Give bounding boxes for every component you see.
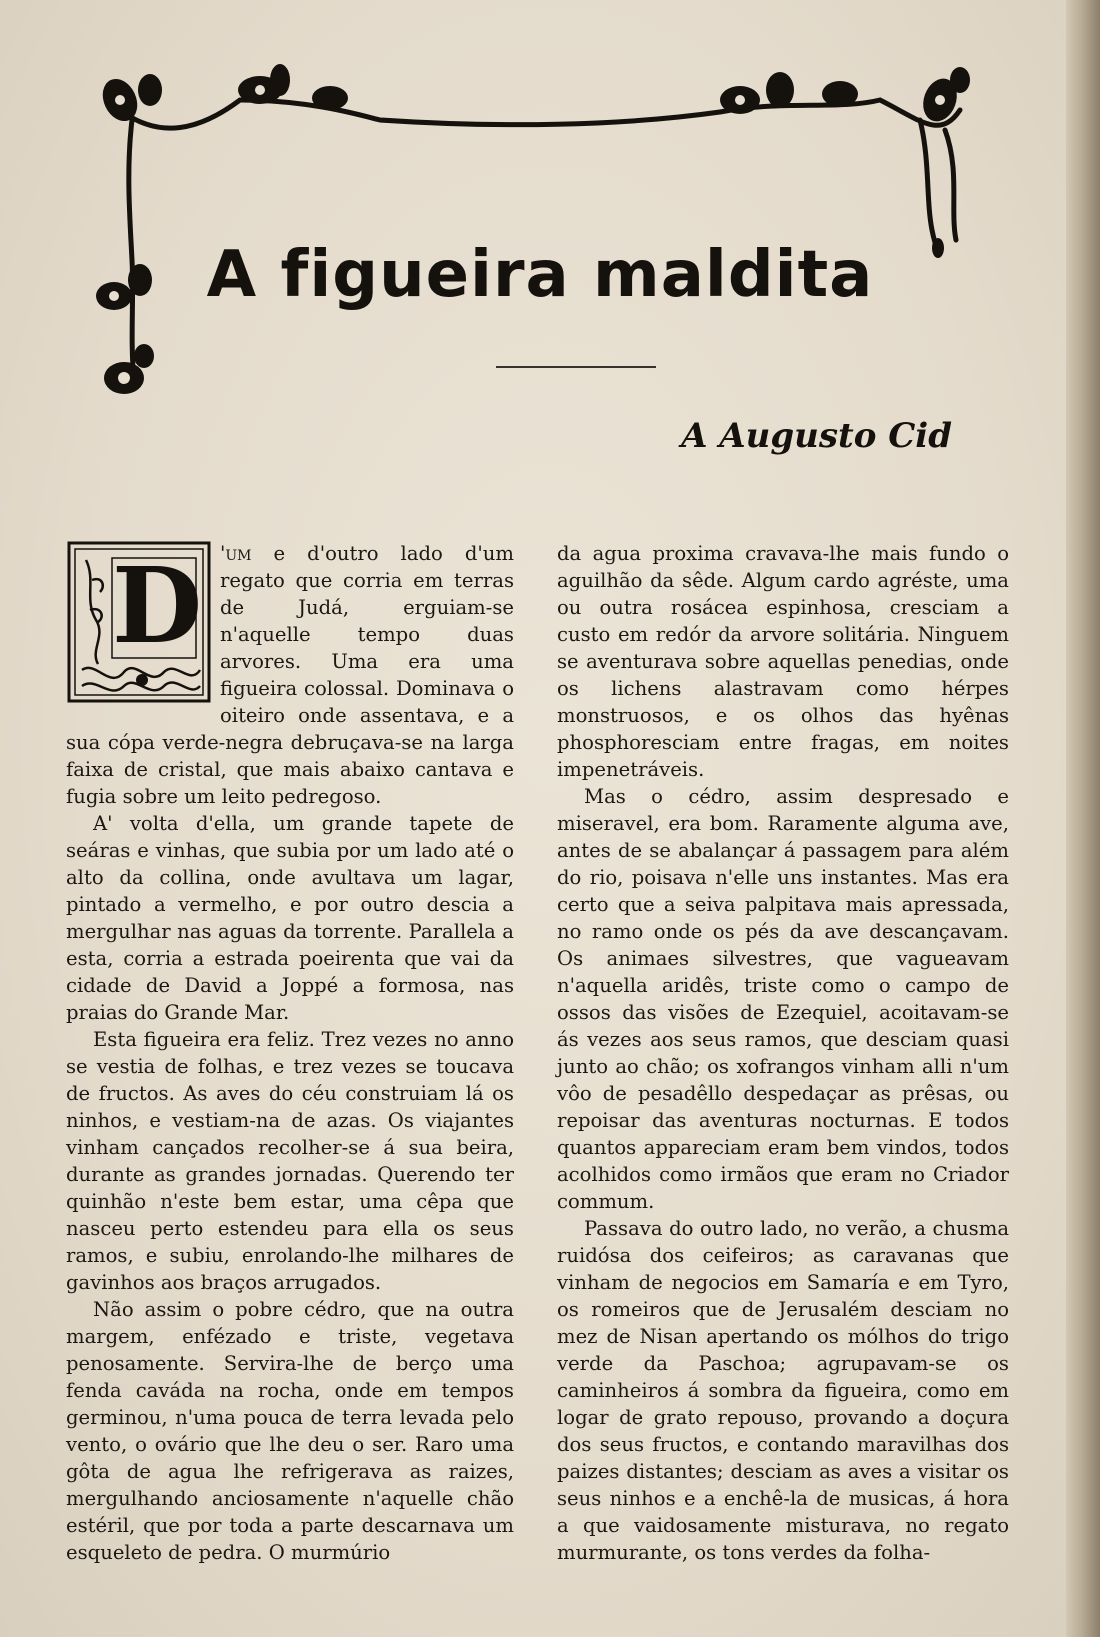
paragraph-4: Não assim o pobre cédro, que na outra margem, enfézado e triste, vegetava penosamente. Servira-lhe de berço uma fenda caváda na rocha, onde em tempos germinou, n'uma pouca de terra levada pelo vento, o ovário que lhe deu o ser. Raro uma gôta de agua lhe refrigerava as raizes, mergulhando anciosamente n'aquelle chão estéril, que por toda a parte descarnava um esqueleto de pedra. O murmúrio: [66, 1298, 514, 1564]
title-divider: [496, 366, 656, 368]
text-column-left: [66, 540, 514, 1566]
text-column-right: [557, 540, 1009, 1566]
dropcap: [66, 540, 212, 704]
article-dedication: A Augusto Cid: [681, 416, 952, 456]
dropcap-letter: D: [112, 544, 203, 667]
paragraph-1-text: e d'outro lado d'um regato que corria em terras de Judá, erguiam-se n'aquelle tempo duas arvores. Uma era uma figueira colossal. Dominava o oiteiro onde assentava, e a sua cópa verde-negra debruçava-se na larga faixa de cristal, que mais abaixo cantava e fugia sobre um leito pedregoso.: [66, 542, 514, 808]
paragraph-3: Esta figueira era feliz. Trez vezes no anno se vestia de folhas, e trez vezes se toucava de fructos. As aves do céu construiam lá os ninhos, e vestiam-na de azas. Os viajantes vinham cançados recolher-se á sua beira, durante as grandes jornadas. Querendo ter quinhão n'este bem estar, uma cêpa que nasceu perto estendeu para ella os seus ramos, e subiu, enrolando-lhe milhares de gavinhos aos braços arrugados.: [66, 1028, 514, 1294]
paragraph-7: Passava do outro lado, no verão, a chusma ruidósa dos ceifeiros; as caravanas que vinham de negocios em Samaría e em Tyro, os romeiros que de Jerusalém desciam no mez de Nisan apertando os mólhos do trigo verde da Paschoa; agrupavam-se os caminheiros á sombra da figueira, como em logar de grato repouso, provando a doçura dos seus fructos, e contando maravilhas dos paizes distantes; desciam as aves a visitar os seus ninhos e a enchê-la de musicas, á hora a que vaidosamente misturava, no regato murmurante, os tons verdes da folha-: [557, 1217, 1009, 1564]
article-title: A figueira maldita: [206, 238, 874, 312]
opening-word: 'um: [220, 542, 252, 565]
paragraph-5: da agua proxima cravava-lhe mais fundo o aguilhão da sêde. Algum cardo agréste, uma ou outra rosácea espinhosa, cresciam a custo em redór da arvore solitária. Ninguem se aventurava sobre aquellas penedias, onde os lichens alastravam como hérpes monstruosos, e os olhos das hyênas phosphoresciam entre fragas, em noites impenetráveis.: [557, 542, 1009, 781]
paragraph-6: Mas o cédro, assim despresado e miseravel, era bom. Raramente alguma ave, antes de se abalançar á passagem para além do rio, poisava n'elle uns instantes. Mas era certo que a seiva palpitava mais apressada, no ramo onde os pés da ave descançavam. Os animaes silvestres, que vagueavam n'aquella aridês, triste como o campo de ossos das visões de Ezequiel, acoitavam-se ás vezes aos seus ramos, que desciam quasi junto ao chão; os xofrangos vinham alli n'um vôo de pesadêllo despedaçar as prêsas, ou repoisar das aventuras nocturnas. E todos quantos appareciam eram bem vindos, todos acolhidos como irmãos que eram no Criador commum.: [557, 785, 1009, 1213]
paragraph-2: A' volta d'ella, um grande tapete de seáras e vinhas, que subia por um lado até o alto da collina, onde avultava um lagar, pintado a vermelho, e por outro descia a mergulhar nas aguas da torrente. Parallela a esta, corria a estrada poeirenta que vai da cidade de David a Joppé a formosa, nas praias do Grande Mar.: [66, 812, 514, 1024]
page-edge-shadow: [1066, 0, 1100, 1637]
